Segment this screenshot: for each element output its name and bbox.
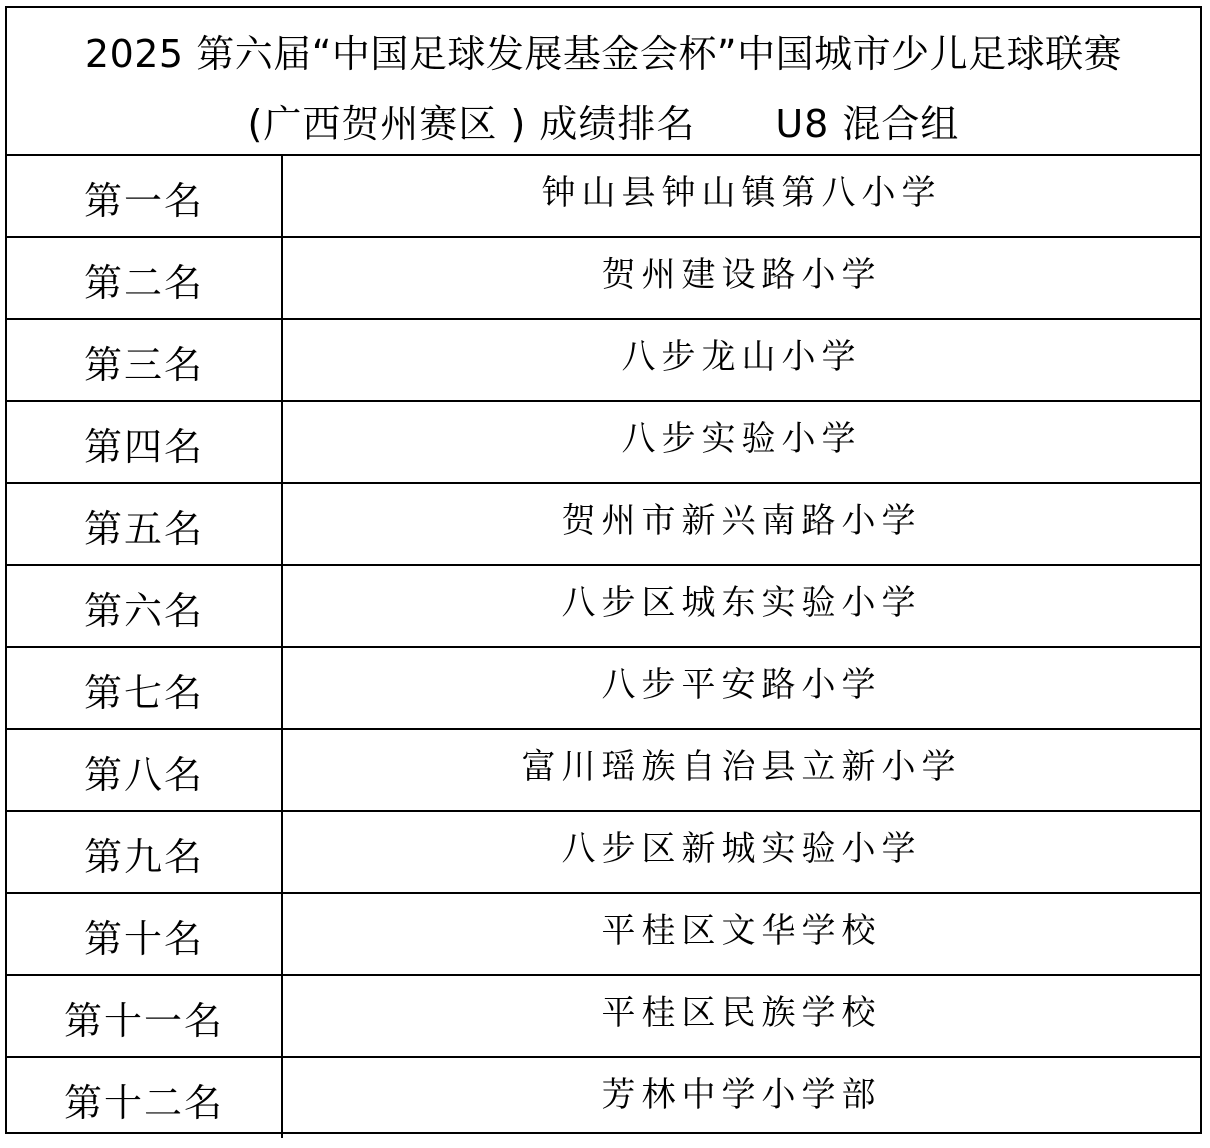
school-cell: 贺州市新兴南路小学 [561, 501, 922, 541]
table-row [7, 402, 1200, 484]
table-row [7, 566, 1200, 648]
school-cell: 贺州建设路小学 [601, 255, 882, 295]
table-row [7, 320, 1200, 402]
school-cell: 富川瑶族自治县立新小学 [521, 747, 962, 787]
school-cell: 八步龙山小学 [621, 337, 862, 377]
table-row [7, 648, 1200, 730]
rank-cell: 第一名 [7, 156, 283, 236]
table-row [7, 812, 1200, 894]
table-row [7, 976, 1200, 1058]
table-row [7, 484, 1200, 566]
rank-cell: 第五名 [7, 484, 283, 564]
rank-cell: 第八名 [7, 730, 283, 810]
rank-cell: 第二名 [7, 238, 283, 318]
rank-cell: 第七名 [7, 648, 283, 728]
table-row [7, 156, 1200, 238]
table-row [7, 730, 1200, 812]
table-row [7, 894, 1200, 976]
table-title [7, 8, 1200, 156]
school-cell: 八步实验小学 [621, 419, 862, 459]
rank-cell: 第十一名 [7, 976, 283, 1056]
title-line-2 [7, 100, 1200, 148]
ranking-rows [7, 156, 1200, 1138]
results-table [5, 6, 1202, 1134]
title-line-1: 2025 第六届“中国足球发展基金会杯”中国城市少儿足球联赛 [84, 32, 1123, 76]
school-cell: 芳林中学小学部 [601, 1075, 882, 1115]
school-cell: 平桂区民族学校 [601, 993, 882, 1033]
school-cell: 八步区新城实验小学 [561, 829, 922, 869]
table-row [7, 238, 1200, 320]
title-region-label: (广西贺州赛区 ) 成绩排名 [247, 102, 696, 146]
title-group-label: U8 混合组 [775, 102, 960, 146]
school-cell: 八步平安路小学 [601, 665, 882, 705]
rank-cell: 第十名 [7, 894, 283, 974]
school-cell: 钟山县钟山镇第八小学 [541, 173, 942, 213]
rank-cell: 第九名 [7, 812, 283, 892]
rank-cell: 第六名 [7, 566, 283, 646]
rank-cell: 第十二名 [7, 1058, 283, 1138]
school-cell: 八步区城东实验小学 [561, 583, 922, 623]
rank-cell: 第四名 [7, 402, 283, 482]
rank-cell: 第三名 [7, 320, 283, 400]
school-cell: 平桂区文华学校 [601, 911, 882, 951]
table-row [7, 1058, 1200, 1138]
